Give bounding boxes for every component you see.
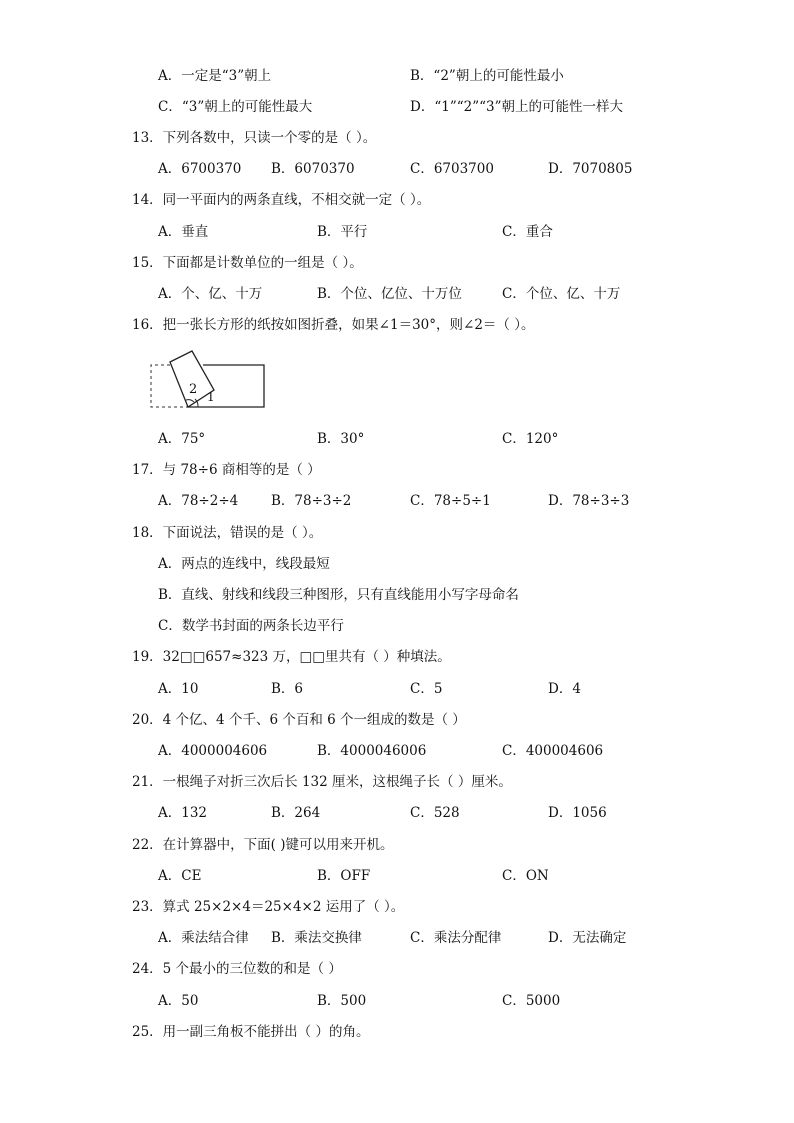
q15-stem: 15．下面都是计数单位的一组是（ ）。 bbox=[132, 255, 363, 271]
q23-stem: 23．算式 25×2×4＝25×4×2 运用了（ ）。 bbox=[132, 899, 405, 915]
q20-option-c[interactable]: C．400004606 bbox=[502, 743, 604, 759]
q19-option-a[interactable]: A．10 bbox=[158, 681, 199, 697]
q15-option-c[interactable]: C．个位、亿、十万 bbox=[502, 286, 621, 302]
q13-option-c[interactable]: C．6703700 bbox=[410, 161, 494, 177]
q16-option-a[interactable]: A．75° bbox=[158, 431, 206, 447]
q22-option-b[interactable]: B．OFF bbox=[317, 868, 371, 884]
q14-option-c[interactable]: C．重合 bbox=[502, 224, 553, 240]
q17-option-d[interactable]: D．78÷3÷3 bbox=[548, 493, 630, 509]
q13-option-b[interactable]: B．6070370 bbox=[271, 161, 355, 177]
q24-stem: 24．5 个最小的三位数的和是（ ） bbox=[132, 961, 342, 977]
q22-option-c[interactable]: C．ON bbox=[502, 868, 549, 884]
q23-option-b[interactable]: B．乘法交换律 bbox=[271, 930, 362, 946]
q14-option-a[interactable]: A．垂直 bbox=[158, 224, 209, 240]
q19-stem: 19．32□□657≈323 万，□□里共有（ ）种填法。 bbox=[132, 649, 451, 665]
q24-option-a[interactable]: A．50 bbox=[158, 993, 199, 1009]
q25-stem: 25．用一副三角板不能拼出（ ）的角。 bbox=[132, 1024, 370, 1040]
q16-folded-paper-figure bbox=[148, 350, 270, 412]
q20-option-a[interactable]: A．4000004606 bbox=[158, 743, 268, 759]
q15-option-b[interactable]: B．个位、亿位、十万位 bbox=[317, 286, 462, 302]
q22-stem: 22．在计算器中，下面( )键可以用来开机。 bbox=[132, 837, 394, 853]
q24-option-c[interactable]: C．5000 bbox=[502, 993, 561, 1009]
q21-option-b[interactable]: B．264 bbox=[271, 805, 321, 821]
q12-option-a[interactable]: A．一定是“3”朝上 bbox=[158, 68, 272, 84]
q14-stem: 14．同一平面内的两条直线，不相交就一定（ ）。 bbox=[132, 192, 431, 208]
q13-option-a[interactable]: A．6700370 bbox=[158, 161, 242, 177]
q21-option-c[interactable]: C．528 bbox=[410, 805, 460, 821]
q22-option-a[interactable]: A．CE bbox=[158, 868, 202, 884]
q23-option-d[interactable]: D．无法确定 bbox=[548, 930, 627, 946]
q24-option-b[interactable]: B．500 bbox=[317, 993, 367, 1009]
q14-option-b[interactable]: B．平行 bbox=[317, 224, 368, 240]
q21-option-a[interactable]: A．132 bbox=[158, 805, 208, 821]
q13-stem: 13．下列各数中，只读一个零的是（ ）。 bbox=[132, 130, 377, 146]
q21-stem: 21．一根绳子对折三次后长 132 厘米，这根绳子长（ ）厘米。 bbox=[132, 774, 512, 790]
q17-option-a[interactable]: A．78÷2÷4 bbox=[158, 493, 239, 509]
q17-stem: 17．与 78÷6 商相等的是（ ） bbox=[132, 462, 321, 478]
q23-option-c[interactable]: C．乘法分配律 bbox=[410, 930, 502, 946]
q12-option-c[interactable]: C．“3”朝上的可能性最大 bbox=[158, 99, 313, 115]
q20-option-b[interactable]: B．4000046006 bbox=[317, 743, 427, 759]
q19-option-b[interactable]: B．6 bbox=[271, 681, 304, 697]
q19-option-d[interactable]: D．4 bbox=[548, 681, 581, 697]
q18-option-a[interactable]: A．两点的连线中，线段最短 bbox=[158, 556, 330, 572]
q18-option-b[interactable]: B．直线、射线和线段三种图形，只有直线能用小写字母命名 bbox=[158, 587, 519, 603]
q23-option-a[interactable]: A．乘法结合律 bbox=[158, 930, 249, 946]
q19-option-c[interactable]: C．5 bbox=[410, 681, 443, 697]
q13-option-d[interactable]: D．7070805 bbox=[548, 161, 633, 177]
q18-stem: 18．下面说法，错误的是（ ）。 bbox=[132, 525, 323, 541]
q12-option-d[interactable]: D．“1”“2”“3”朝上的可能性一样大 bbox=[410, 99, 624, 115]
q21-option-d[interactable]: D．1056 bbox=[548, 805, 607, 821]
q16-stem: 16．把一张长方形的纸按如图折叠，如果∠1＝30°，则∠2＝（ ）。 bbox=[132, 317, 535, 333]
q17-option-b[interactable]: B．78÷3÷2 bbox=[271, 493, 352, 509]
q18-option-c[interactable]: C．数学书封面的两条长边平行 bbox=[158, 618, 344, 634]
q17-option-c[interactable]: C．78÷5÷1 bbox=[410, 493, 491, 509]
q16-option-b[interactable]: B．30° bbox=[317, 431, 365, 447]
q20-stem: 20．4 个亿、4 个千、6 个百和 6 个一组成的数是（ ） bbox=[132, 712, 466, 728]
q15-option-a[interactable]: A．个、亿、十万 bbox=[158, 286, 263, 302]
angle-1-label: 1 bbox=[207, 390, 215, 404]
q16-option-c[interactable]: C．120° bbox=[502, 431, 559, 447]
q12-option-b[interactable]: B．“2”朝上的可能性最小 bbox=[410, 68, 564, 84]
angle-2-label: 2 bbox=[189, 382, 198, 397]
